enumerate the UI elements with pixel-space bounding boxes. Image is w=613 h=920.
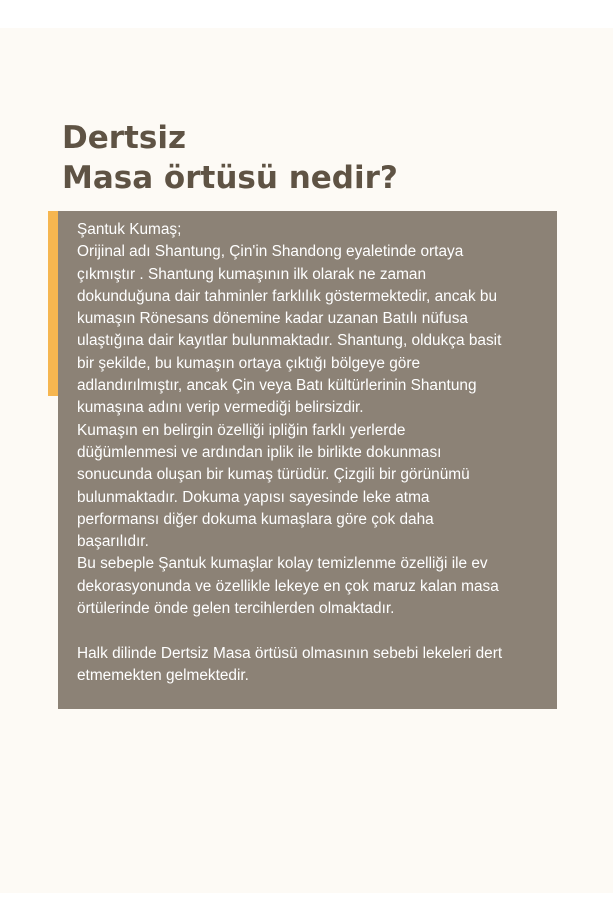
content-paragraph-1: Şantuk Kumaş; Orijinal adı Shantung, Çin'in Shandong eyaletinde ortaya çıkmıştır . Shantung kumaşının ilk olarak ne zaman dokunduğuna dair tahminler farklılık göstermektedir, ancak bu kumaşın Rönesans dönemine kadar uzanan Batılı nüfusa ulaştığına dair kayıtlar bulunmaktadır. Shantung, oldukça basit bir şekilde, bu kumaşın ortaya çıktığı bölgeye göre adlandırılmıştır, ancak Çin veya Batı kültürlerinin Shantung kumaşına adını verip vermediği belirsizdir. Kumaşın en belirgin özelliği ipliğin farklı yerlerde düğümlenmesi ve ardından iplik ile birlikte dokunması sonucunda oluşan bir kumaş türüdür. Çizgili bir görünümü bulunmaktadır. Dokuma yapısı sayesinde leke atma performansı diğer dokuma kumaşlara göre çok daha başarılıdır. Bu sebeple Şantuk kumaşlar kolay temizlenme özelliği ile ev dekorasyonunda ve özellikle lekeye en çok maruz kalan masa örtülerinde önde gelen tercihlerden olmaktadır. — [77, 221, 502, 618]
content-paragraph-2: Halk dilinde Dertsiz Masa örtüsü olmasının sebebi lekeleri dert etmemekten gelmektedir. — [77, 644, 503, 684]
page-title-line-2: Masa örtüsü nedir? — [62, 160, 398, 196]
content-box — [58, 211, 557, 709]
page-title — [62, 118, 398, 198]
accent-bar — [48, 211, 58, 396]
page-title-line-1: Dertsiz — [62, 120, 186, 156]
paragraph-spacer — [77, 620, 539, 642]
top-band — [0, 0, 613, 28]
bottom-band — [0, 893, 613, 920]
